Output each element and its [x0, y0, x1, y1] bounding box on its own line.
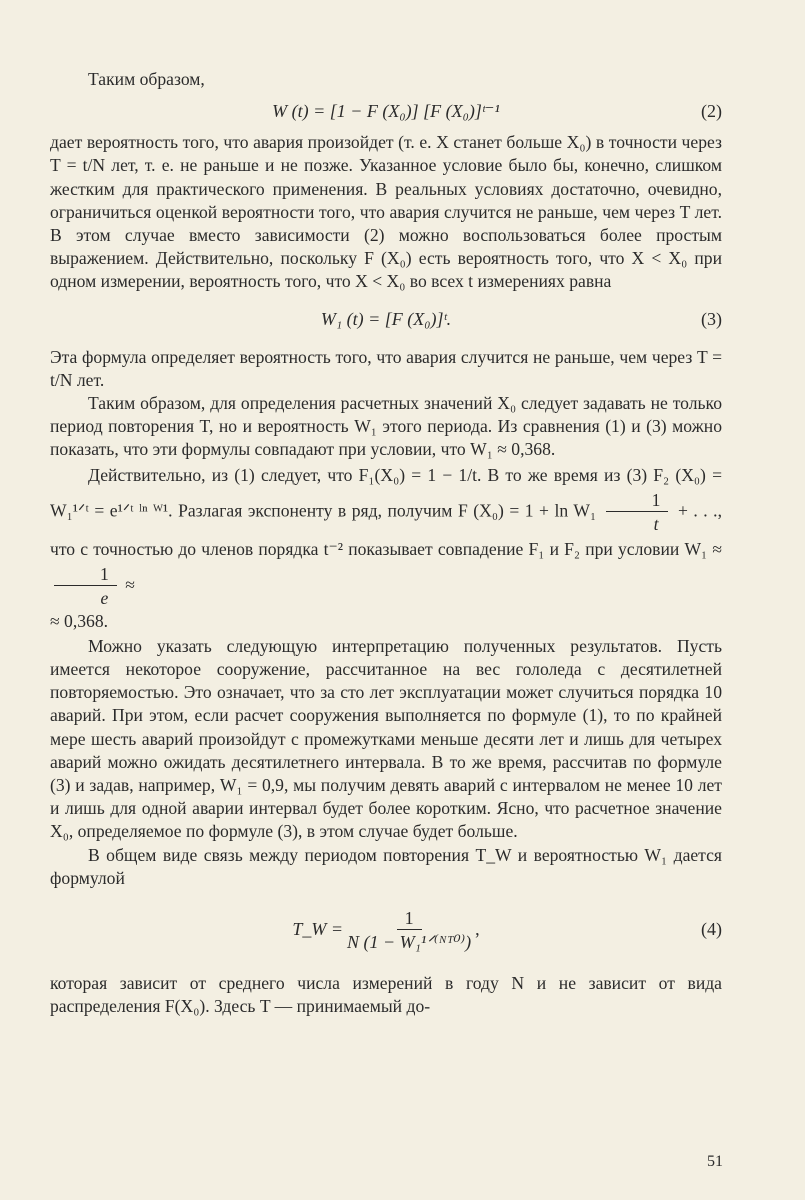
equation-2-number: (2): [701, 100, 722, 121]
equation-3: [50, 294, 722, 346]
paragraph-4-part-c: ≈: [125, 574, 135, 595]
paragraph-2: Эта формула определяет вероятность того, что авария случится не раньше, чем через T = t/N лет.: [50, 346, 722, 390]
fraction-2-denominator: e: [100, 587, 109, 608]
fraction-2-numerator: 1: [54, 563, 117, 586]
paragraph-4: [50, 462, 722, 610]
paragraph-4-part-b: + . . ., что с точностью до членов порядка t⁻² показывает совпадение F₁ и F₂ при условии W₁ ≈: [50, 500, 722, 559]
paragraph-4-result: ≈ 0,368.: [50, 610, 109, 631]
fraction-1-over-t: [606, 489, 669, 536]
paragraph-4-part-a: Действительно, из (1) следует, что F₁(X₀) = 1 − 1/t. В то же время из (3) F₂ (X₀) = W₁¹ᐟᵗ = e¹ᐟᵗ ˡⁿ ᵂ¹. Разлагая экспоненту в ряд, получим F (X₀) = 1 + ln W₁: [50, 464, 722, 521]
equation-4-lhs: T_W =: [292, 919, 343, 940]
equation-2: [50, 95, 722, 127]
paragraph-7: которая зависит от среднего числа измерений в году N и не зависит от вида распределения F(X₀). Здесь T — принимаемый до-: [50, 973, 722, 1017]
equation-4-denominator: N (1 − W₁¹ᐟ⁽ᴺᵀ⁰⁾): [346, 931, 472, 952]
equation-4-fraction: [347, 907, 471, 954]
fraction-1-over-e: [54, 563, 117, 610]
paragraph-3: Таким образом, для определения расчетных значений X₀ следует задавать не только период повторения T, но и вероятность W₁ этого периода. Из сравнения (1) и (3) можно показать, что эти формулы совпадают при условии, что W₁ ≈ 0,368.: [50, 393, 722, 460]
fraction-1-denominator: t: [653, 513, 659, 534]
equation-3-number: (3): [701, 309, 722, 330]
equation-4-numerator: 1: [397, 907, 422, 930]
paragraph-6: В общем виде связь между периодом повторения T_W и вероятностью W₁ дается формулой: [50, 844, 722, 888]
fraction-1-numerator: 1: [606, 489, 669, 512]
equation-4: [50, 896, 722, 964]
equation-2-body: W (t) = [1 − F (X₀)] [F (X₀)]ᵗ⁻¹: [272, 100, 500, 121]
intro-line: Таким образом,: [88, 69, 205, 89]
paragraph-5: Можно указать следующую интерпретацию полученных результатов. Пусть имеется некоторое сооружение, рассчитанное на вес гололеда с десятилетней повторяемостью. Это означает, что за сто лет эксплуатации может случиться порядка 10 аварий. При этом, если расчет сооружения выполняется по формуле (1), то по крайней мере шесть аварий произойдут с промежутками меньше десяти лет и лишь для четырех аварий можно ожидать десятилетнего интервала. В то же время, рассчитав по формуле (3) и задав, например, W₁ = 0,9, мы получим девять аварий с интервалом не менее 10 лет и лишь для одной аварии интервал будет более коротким. Ясно, что расчетное значение X₀, определяемое по формуле (3), в этом случае будет больше.: [50, 635, 722, 842]
page-number: 51: [707, 1153, 723, 1170]
equation-3-body: W₁ (t) = [F (X₀)]ᵗ.: [320, 309, 452, 330]
equation-4-tail: ,: [475, 919, 480, 940]
equation-4-number: (4): [701, 919, 722, 940]
paragraph-1: дает вероятность того, что авария произойдет (т. е. X станет больше X₀) в точности через T = t/N лет, т. е. не раньше и не позже. Указанное условие было бы, конечно, слишком жестким для практического применения. В реальных условиях достаточно, очевидно, ограничиться оценкой вероятности того, что авария случится не раньше, чем через T лет. В этом случае вместо зависимости (2) можно воспользоваться более простым выражением. Действительно, поскольку F (X₀) есть вероятность того, что X < X₀ при одном измерении, вероятность того, что X < X₀ во всех t измерениях равна: [50, 132, 722, 292]
text-column: [50, 68, 722, 1018]
